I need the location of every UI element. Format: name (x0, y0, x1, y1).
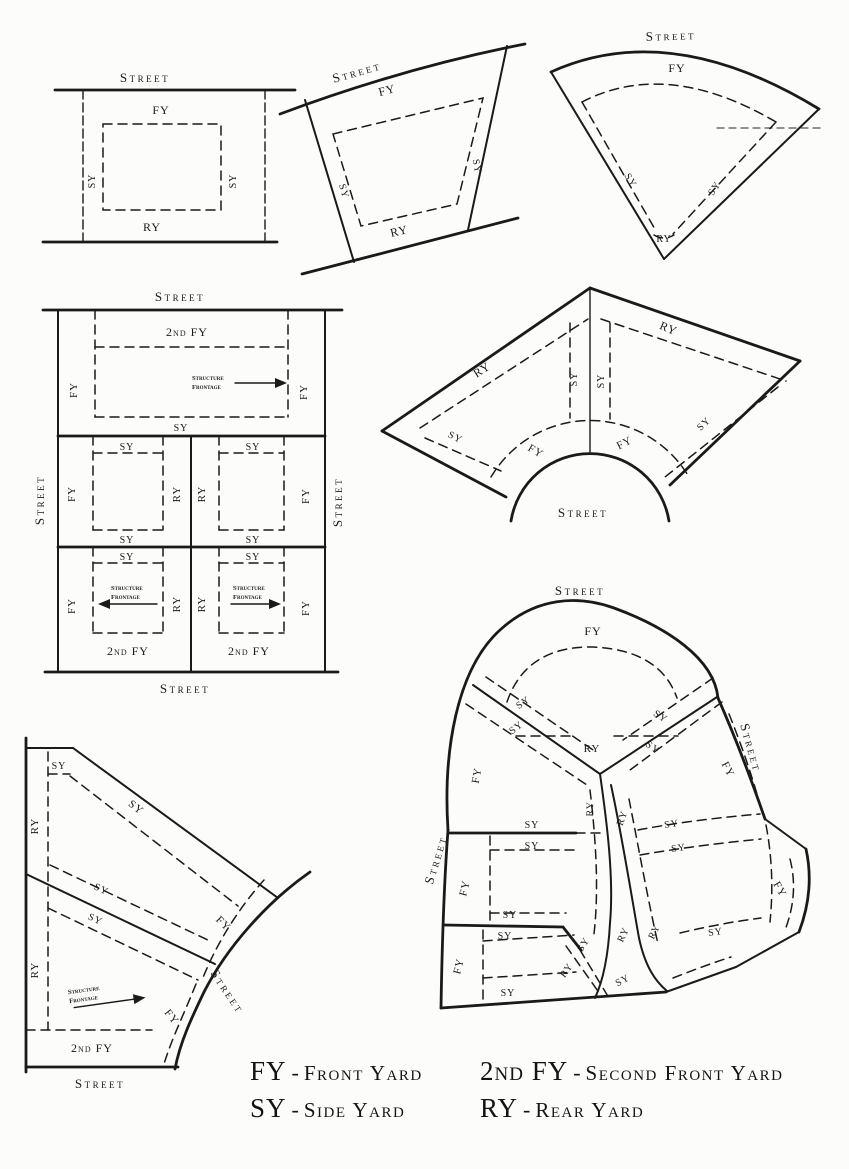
side-yard-label: SY (514, 694, 533, 712)
street-label: Street (119, 70, 171, 85)
second-front-yard-label: 2nd FY (71, 1041, 113, 1055)
street-label: Street (32, 474, 47, 526)
street-label: Street (154, 289, 206, 304)
diagram-trapezoid-lot (278, 32, 533, 292)
side-yard-label: SY (695, 415, 714, 434)
second-front-yard-label: 2nd FY (107, 644, 149, 658)
street-lines (280, 44, 525, 274)
setback-lines (103, 124, 221, 210)
side-yard-label: SY (663, 818, 680, 832)
legend-abbr: 2nd FY (480, 1056, 569, 1086)
side-yard-label: SY (173, 423, 189, 434)
front-yard-label: FY (668, 61, 686, 75)
structure-frontage-arrow (269, 599, 281, 609)
second-front-yard-label: 2nd FY (166, 325, 208, 339)
setback-lines (582, 84, 821, 238)
side-yard-label: SY (613, 972, 632, 990)
side-yard-label: SY (569, 371, 580, 387)
structure-frontage-annotation (231, 585, 281, 609)
diagram-corner-lots (12, 722, 312, 1098)
side-yard-label: SY (621, 171, 639, 190)
legend-item-front-yard (250, 1056, 480, 1087)
rear-yard-label: RY (656, 234, 672, 245)
side-yard-label: SY (524, 841, 540, 852)
front-yard-label: FY (66, 597, 78, 615)
structure-frontage-arrow (275, 378, 287, 388)
street-label: Street (330, 476, 345, 528)
legend-abbr: FY (250, 1056, 287, 1086)
legend (250, 1056, 784, 1124)
diagram-curved-subdivision (421, 578, 849, 1062)
structure-frontage-label: Structure (111, 585, 143, 592)
side-yard-label: SY (497, 931, 513, 942)
side-yard-label: SY (245, 535, 261, 546)
rear-yard-label: RY (142, 220, 162, 234)
side-yard-label: SY (524, 820, 540, 831)
street-label: Street (737, 721, 766, 774)
structure-frontage-label: Structure (67, 984, 100, 997)
front-yard-label: FY (300, 487, 312, 505)
street-lines (441, 601, 809, 1008)
structure-frontage-annotation (98, 585, 157, 609)
front-yard-label: FY (152, 103, 170, 117)
side-yard-label: SY (651, 708, 670, 726)
front-yard-label: FY (469, 766, 485, 785)
side-yard-label: SY (336, 182, 351, 200)
rear-yard-label: RY (29, 817, 41, 835)
side-yard-label: SY (469, 158, 484, 175)
front-yard-label: FY (300, 599, 312, 617)
side-yard-label: SY (92, 881, 111, 898)
diagram-cul-de-sac-lots (368, 283, 845, 535)
front-yard-label: FY (457, 879, 473, 898)
side-yard-label: SY (643, 739, 662, 757)
side-yard-label: SY (119, 442, 135, 453)
legend-item-second-front-yard (480, 1056, 783, 1087)
setback-lines (333, 98, 483, 226)
street-label: Street (421, 833, 451, 886)
legend-abbr: SY (250, 1093, 287, 1123)
legend-name: Side Yard (303, 1098, 406, 1122)
front-yard-label: FY (213, 913, 234, 934)
side-yard-label: SY (86, 911, 105, 928)
rear-yard-label: RY (558, 961, 576, 981)
lot-lines (83, 90, 265, 242)
side-yard-label: SY (500, 988, 516, 999)
setback-lines (466, 647, 794, 1004)
structure-frontage-label: Frontage (111, 594, 140, 601)
side-yard-label: SY (707, 926, 724, 940)
street-label: Street (159, 681, 211, 696)
rear-yard-label: RY (657, 318, 680, 339)
structure-frontage-annotation (192, 375, 287, 391)
rear-yard-label: RY (583, 743, 601, 755)
structure-frontage-arrow (98, 599, 110, 609)
structure-frontage-annotation (68, 979, 147, 1013)
rear-yard-label: RY (615, 925, 633, 945)
lot-lines (26, 748, 278, 964)
diagram-interior-lot (25, 50, 310, 265)
street-label: Street (207, 966, 248, 1017)
diagram-block-lots (32, 288, 350, 702)
side-yard-label: SY (228, 173, 239, 189)
side-yard-label: SY (502, 910, 518, 921)
side-yard-label: SY (596, 373, 607, 389)
rear-yard-label: RY (470, 358, 494, 381)
front-yard-label: FY (584, 624, 602, 638)
legend-separator: - (573, 1060, 581, 1085)
diagram-fan-lot (525, 12, 849, 270)
structure-frontage-label: Structure (233, 585, 265, 592)
rear-yard-label: RY (646, 922, 664, 942)
front-yard-label: FY (66, 485, 78, 503)
side-yard-label: SY (87, 173, 98, 189)
side-yard-label: SY (245, 442, 261, 453)
rear-yard-label: RY (171, 485, 183, 503)
street-lines (43, 310, 342, 672)
street-label: Street (330, 57, 383, 86)
legend-item-side-yard (250, 1093, 480, 1124)
legend-item-rear-yard (480, 1093, 783, 1124)
structure-frontage-arrow (133, 993, 146, 1005)
rear-yard-label: RY (196, 485, 208, 503)
setback-lines (26, 752, 264, 1064)
side-yard-label: SY (446, 429, 465, 447)
legend-separator: - (291, 1097, 299, 1122)
front-yard-label: FY (525, 442, 546, 461)
side-yard-label: SY (119, 535, 135, 546)
lot-lines (551, 72, 819, 259)
legend-separator: - (523, 1097, 531, 1122)
side-yard-label: SY (245, 552, 261, 563)
structure-frontage-label: Frontage (68, 994, 99, 1006)
front-yard-label: FY (614, 434, 635, 453)
legend-name: Second Front Yard (585, 1061, 784, 1085)
front-yard-label: FY (161, 1007, 182, 1028)
rear-yard-label: RY (614, 809, 631, 828)
front-yard-label: FY (451, 957, 467, 976)
second-front-yard-label: 2nd FY (228, 644, 270, 658)
street-label: Street (557, 505, 609, 520)
side-yard-label: SY (507, 719, 526, 737)
front-yard-label: FY (376, 81, 398, 100)
side-yard-label: SY (51, 761, 67, 772)
legend-abbr: RY (480, 1093, 519, 1123)
street-label: Street (645, 27, 697, 44)
legend-name: Rear Yard (535, 1098, 645, 1122)
rear-yard-label: RY (171, 595, 183, 613)
street-label: Street (74, 1076, 126, 1091)
front-yard-label: FY (68, 381, 80, 399)
lot-lines (58, 436, 325, 672)
side-yard-label: SY (125, 797, 146, 818)
lot-lines (382, 288, 800, 497)
legend-name: Front Yard (303, 1061, 423, 1085)
side-yard-label: SY (706, 179, 724, 198)
structure-frontage-label: Frontage (233, 594, 262, 601)
side-yard-label: SY (575, 935, 593, 954)
rear-yard-label: RY (388, 222, 410, 240)
side-yard-label: SY (119, 552, 135, 563)
legend-separator: - (291, 1060, 299, 1085)
rear-yard-label: RY (584, 801, 597, 817)
structure-frontage-label: Structure (192, 375, 224, 382)
structure-frontage-label: Frontage (192, 384, 221, 391)
side-yard-label: SY (670, 842, 687, 856)
front-yard-label: FY (770, 879, 789, 900)
rear-yard-label: RY (196, 595, 208, 613)
front-yard-label: FY (298, 383, 310, 401)
street-label: Street (554, 583, 606, 598)
front-yard-label: FY (718, 759, 737, 780)
rear-yard-label: RY (29, 961, 41, 979)
